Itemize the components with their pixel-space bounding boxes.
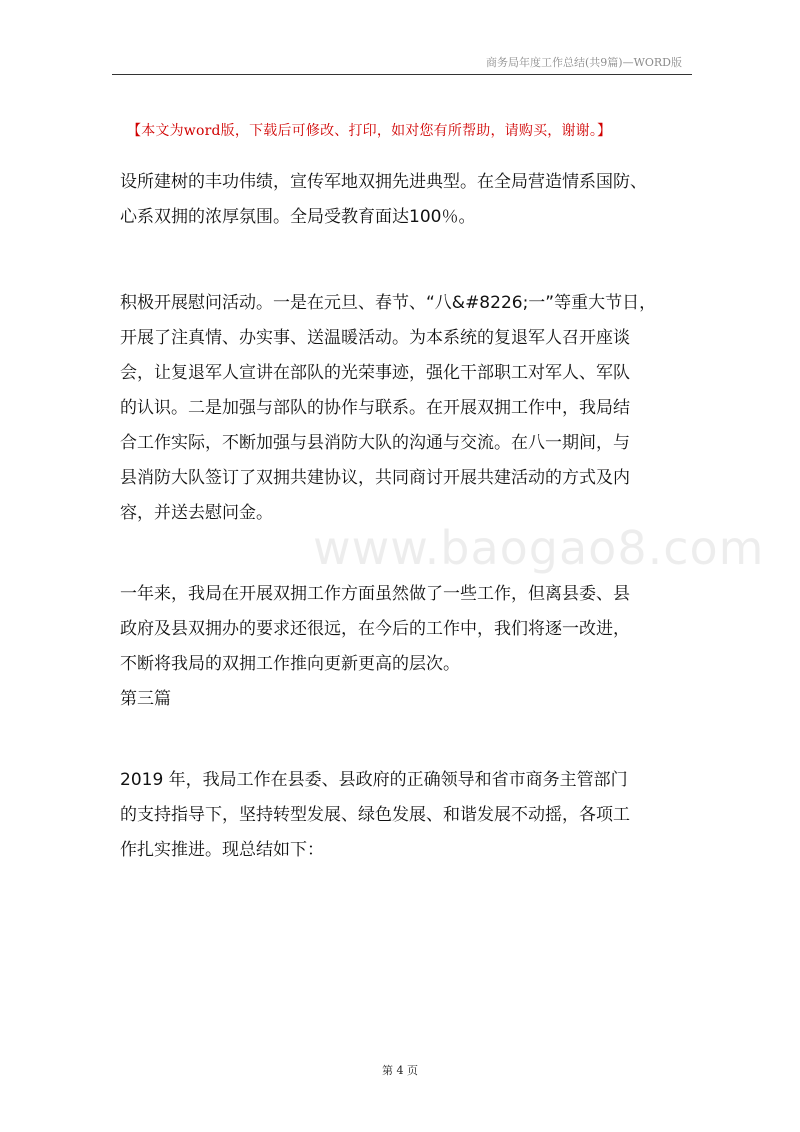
paragraph-line: 政府及县双拥办的要求还很远，在今后的工作中，我们将逐一改进， bbox=[120, 619, 630, 639]
paragraph-line: 2019 年，我局工作在县委、县政府的正确领导和省市商务主管部门 bbox=[120, 770, 628, 790]
paragraph-line: 积极开展慰问活动。一是在元旦、春节、“八&#8226;一”等重大节日， bbox=[120, 293, 657, 313]
paragraph-4 bbox=[120, 763, 688, 868]
paragraph-line: 设所建树的丰功伟绩，宣传军地双拥先进典型。在全局营造情系国防、 bbox=[120, 172, 647, 192]
section-heading: 第三篇 bbox=[120, 689, 171, 709]
paragraph-2 bbox=[120, 286, 688, 531]
header-divider bbox=[112, 74, 692, 75]
paragraph-line: 心系双拥的浓厚氛围。全局受教育面达100％。 bbox=[120, 207, 476, 227]
purchase-notice: 【本文为word版，下载后可修改、打印，如对您有所帮助，请购买，谢谢。】 bbox=[127, 123, 612, 139]
paragraph-line: 容，并送去慰问金。 bbox=[120, 503, 273, 523]
paragraph-line: 开展了注真情、办实事、送温暖活动。为本系统的复退军人召开座谈 bbox=[120, 328, 630, 348]
paragraph-line: 的支持指导下，坚持转型发展、绿色发展、和谐发展不动摇，各项工 bbox=[120, 805, 630, 825]
page-number: 第 4 页 bbox=[382, 1064, 418, 1077]
paragraph-line: 会，让复退军人宣讲在部队的光荣事迹，强化干部职工对军人、军队 bbox=[120, 363, 630, 383]
paragraph-line: 一年来，我局在开展双拥工作方面虽然做了一些工作，但离县委、县 bbox=[120, 584, 630, 604]
paragraph-line: 县消防大队签订了双拥共建协议，共同商讨开展共建活动的方式及内 bbox=[120, 468, 630, 488]
paragraph-line: 的认识。二是加强与部队的协作与联系。在开展双拥工作中，我局结 bbox=[120, 398, 630, 418]
paragraph-1 bbox=[120, 165, 688, 235]
paragraph-line: 合工作实际，不断加强与县消防大队的沟通与交流。在八一期间，与 bbox=[120, 433, 630, 453]
paragraph-line: 不断将我局的双拥工作推向更新更高的层次。 bbox=[120, 654, 460, 674]
page-header-title: 商务局年度工作总结(共9篇)—WORD版 bbox=[485, 56, 682, 69]
paragraph-3 bbox=[120, 577, 688, 682]
paragraph-line: 作扎实推进。现总结如下： bbox=[120, 840, 324, 860]
watermark: www.baogao8.com bbox=[313, 521, 765, 575]
document-body bbox=[120, 165, 688, 868]
